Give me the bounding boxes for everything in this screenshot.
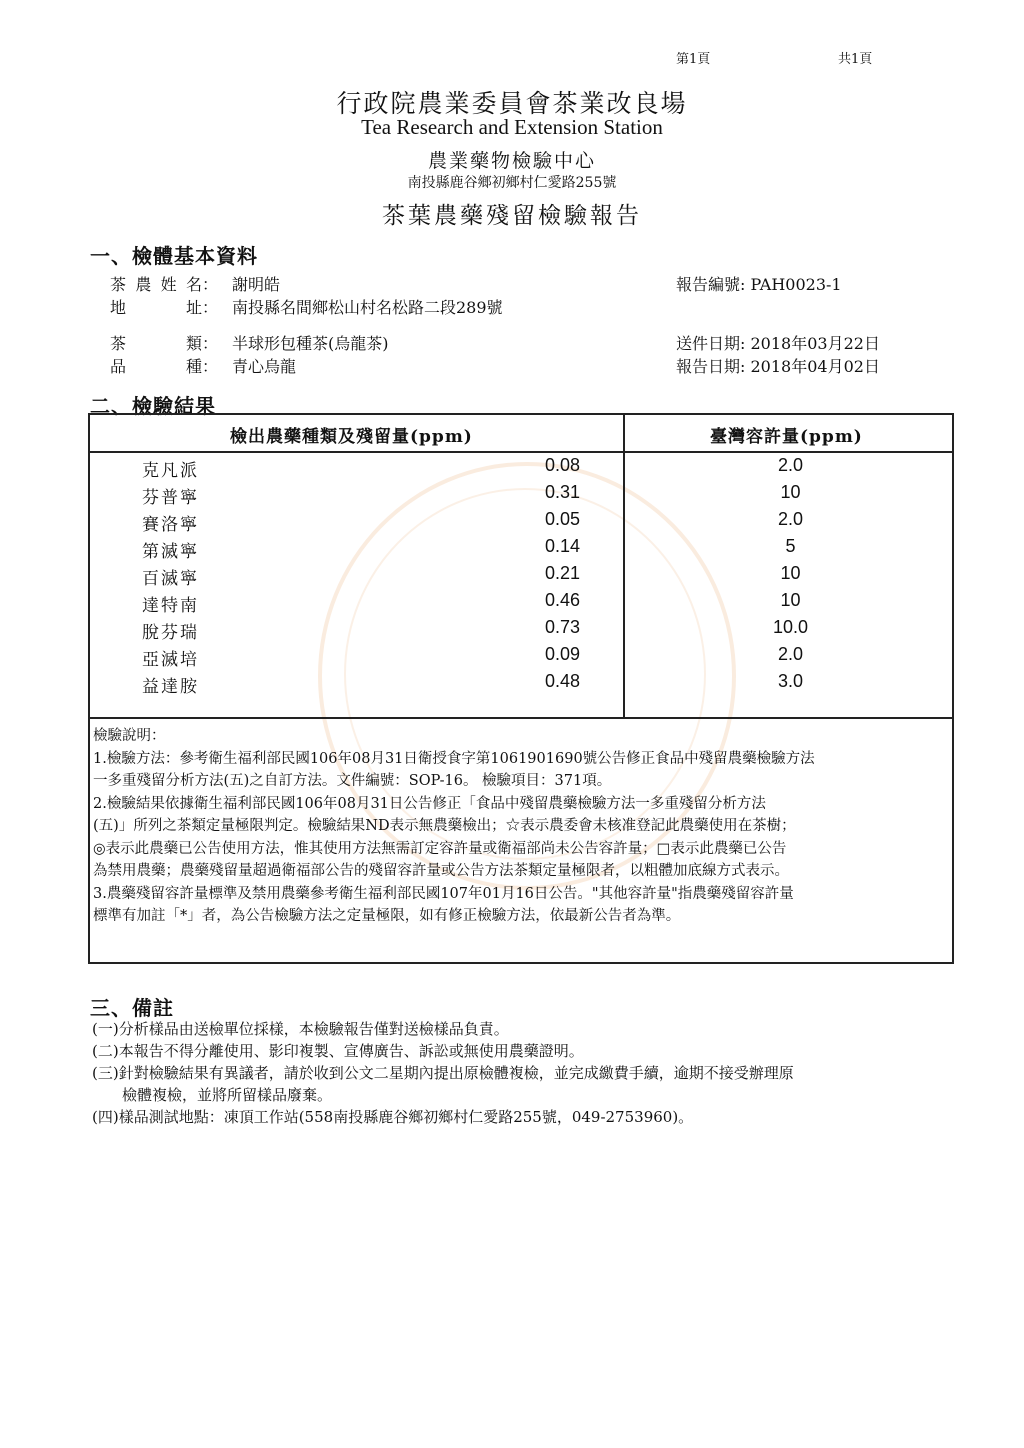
remark-item: (三)針對檢驗結果有異議者，請於收到公文二星期內提出原檢體複檢，並完成繳費手續，逾期不接受辦理原 xyxy=(92,1064,794,1082)
org-name-en: Tea Research and Extension Station xyxy=(361,115,663,139)
colon: ： xyxy=(202,334,219,353)
submit-date-row xyxy=(676,331,880,354)
residue-value: 0.09 xyxy=(544,644,580,664)
note-line: 3.農藥殘留容許量標準及禁用農藥參考衛生福利部民國107年01月16日公告。"其他容許量"指農藥殘留容許量 xyxy=(93,885,794,902)
variety: 青心烏龍 xyxy=(232,357,297,376)
farmer-row xyxy=(110,272,280,295)
tolerance-limit: 3.0 xyxy=(777,671,804,691)
tolerance-limit: 2.0 xyxy=(777,509,804,529)
pesticide-name: 賽洛寧 xyxy=(142,515,199,535)
section1-title: 一、檢體基本資料 xyxy=(90,244,258,268)
tolerance-limit: 2.0 xyxy=(777,644,804,664)
residue-value: 0.14 xyxy=(544,536,580,556)
page-total: 共1頁 xyxy=(838,52,873,67)
org-name-zh: 行政院農業委員會茶業改良場 xyxy=(336,89,688,118)
pesticide-name: 芬普寧 xyxy=(142,488,199,508)
submit-date: 2018年03月22日 xyxy=(750,334,880,353)
farmer-address: 南投縣名間鄉松山村名松路二段289號 xyxy=(232,298,503,317)
note-line: 一多重殘留分析方法(五)之自訂方法。文件編號：SOP-16。 檢驗項目：371項。 xyxy=(93,773,612,789)
section2-title: 二、檢驗結果 xyxy=(90,394,216,418)
tea-type-label: 茶類 xyxy=(110,334,202,353)
pesticide-name: 益達胺 xyxy=(142,677,199,697)
note-line: 2.檢驗結果依據衛生福利部民國106年08月31日公告修正「食品中殘留農藥檢驗方法一多重殘留分析方法 xyxy=(93,795,766,812)
residue-value: 0.08 xyxy=(544,455,580,475)
tea-type: 半球形包種茶(烏龍茶) xyxy=(232,334,389,353)
tea-type-row xyxy=(110,331,389,354)
page-number: 第1頁 xyxy=(676,52,711,67)
pesticide-name: 第滅寧 xyxy=(142,542,199,562)
report-date-row xyxy=(676,354,880,377)
tolerance-limit: 10 xyxy=(780,563,801,583)
report-title: 茶葉農藥殘留檢驗報告 xyxy=(382,203,642,229)
note-line: 為禁用農藥；農藥殘留量超過衛福部公告的殘留容許量或公告方法茶類定量極限者，以粗體加底線方式表示。 xyxy=(93,863,789,879)
address-label: 地址 xyxy=(110,298,202,317)
tolerance-limit: 10.0 xyxy=(772,617,809,637)
table-row xyxy=(90,588,952,615)
pesticide-name: 克凡派 xyxy=(142,461,199,481)
table-row xyxy=(90,480,952,507)
table-row xyxy=(90,561,952,588)
table-header xyxy=(90,415,952,453)
report-date-label: 報告日期: xyxy=(676,357,746,376)
residue-value: 0.48 xyxy=(544,671,580,691)
variety-row xyxy=(110,354,296,377)
remark-item: 檢體複檢，並將所留樣品廢棄。 xyxy=(92,1086,333,1104)
table-row xyxy=(90,453,952,480)
pesticide-name: 亞滅培 xyxy=(142,650,199,670)
tolerance-limit: 2.0 xyxy=(777,455,804,475)
center-name: 農業藥物檢驗中心 xyxy=(427,150,596,172)
table-row xyxy=(90,534,952,561)
org-address: 南投縣鹿谷鄉初鄉村仁愛路255號 xyxy=(407,175,617,191)
col-limit-header: 臺灣容許量(ppm) xyxy=(710,427,863,447)
colon: ： xyxy=(202,357,219,376)
section3-title: 三、備註 xyxy=(90,996,174,1020)
farmer-name: 謝明皓 xyxy=(232,275,281,294)
residue-value: 0.73 xyxy=(544,617,580,637)
address-row xyxy=(110,295,503,318)
report-date: 2018年04月02日 xyxy=(750,357,880,376)
table-row xyxy=(90,507,952,534)
pesticide-name: 達特南 xyxy=(142,596,199,616)
tolerance-limit: 10 xyxy=(780,482,801,502)
residue-value: 0.21 xyxy=(544,563,580,583)
remark-item: (四)樣品測試地點：凍頂工作站(558南投縣鹿谷鄉初鄉村仁愛路255號，049-2753960)。 xyxy=(92,1108,694,1126)
farmer-label: 茶農姓名 xyxy=(110,275,202,294)
table-body-divider xyxy=(90,717,952,719)
note-line: 標準有加註「*」者，為公告檢驗方法之定量極限，如有修正檢驗方法，依最新公告者為準。 xyxy=(93,908,681,924)
residue-value: 0.46 xyxy=(544,590,580,610)
report-no: PAH0023-1 xyxy=(750,275,842,294)
tolerance-limit: 5 xyxy=(785,536,796,556)
residue-value: 0.31 xyxy=(544,482,580,502)
header-divider xyxy=(623,415,625,451)
report-no-label: 報告編號: xyxy=(676,275,746,294)
table-row xyxy=(90,642,952,669)
colon: ： xyxy=(202,275,219,294)
colon: ： xyxy=(202,298,219,317)
notes-title: 檢驗說明： xyxy=(93,728,166,744)
note-line: 1.檢驗方法：參考衛生福利部民國106年08月31日衛授食字第1061901690號公告修正食品中殘留農藥檢驗方法 xyxy=(93,750,815,767)
table-row xyxy=(90,615,952,642)
residue-value: 0.05 xyxy=(544,509,580,529)
pesticide-name: 百滅寧 xyxy=(142,569,199,589)
remark-item: (二)本報告不得分離使用、影印複製、宣傳廣告、訴訟或無使用農藥證明。 xyxy=(92,1042,584,1060)
remark-item: (一)分析樣品由送檢單位採樣，本檢驗報告僅對送檢樣品負責。 xyxy=(92,1020,509,1038)
report-no-row xyxy=(676,272,842,295)
tolerance-limit: 10 xyxy=(780,590,801,610)
variety-label: 品種 xyxy=(110,357,202,376)
remarks-list xyxy=(92,1018,794,1128)
submit-date-label: 送件日期: xyxy=(676,334,746,353)
note-line: (五)」所列之茶類定量極限判定。檢驗結果ND表示無農藥檢出；☆表示農委會未核准登記此農藥使用在茶樹； xyxy=(93,818,796,834)
pesticide-name: 脫芬瑞 xyxy=(142,623,199,643)
results-table xyxy=(88,413,954,964)
table-row xyxy=(90,669,952,696)
note-line: ◎表示此農藥已公告使用方法，惟其使用方法無需訂定容許量或衛福部尚未公告容許量；□表示此農藥已公告 xyxy=(93,840,787,857)
test-notes xyxy=(93,725,951,928)
col-detected-header: 檢出農藥種類及殘留量(ppm) xyxy=(230,427,473,447)
